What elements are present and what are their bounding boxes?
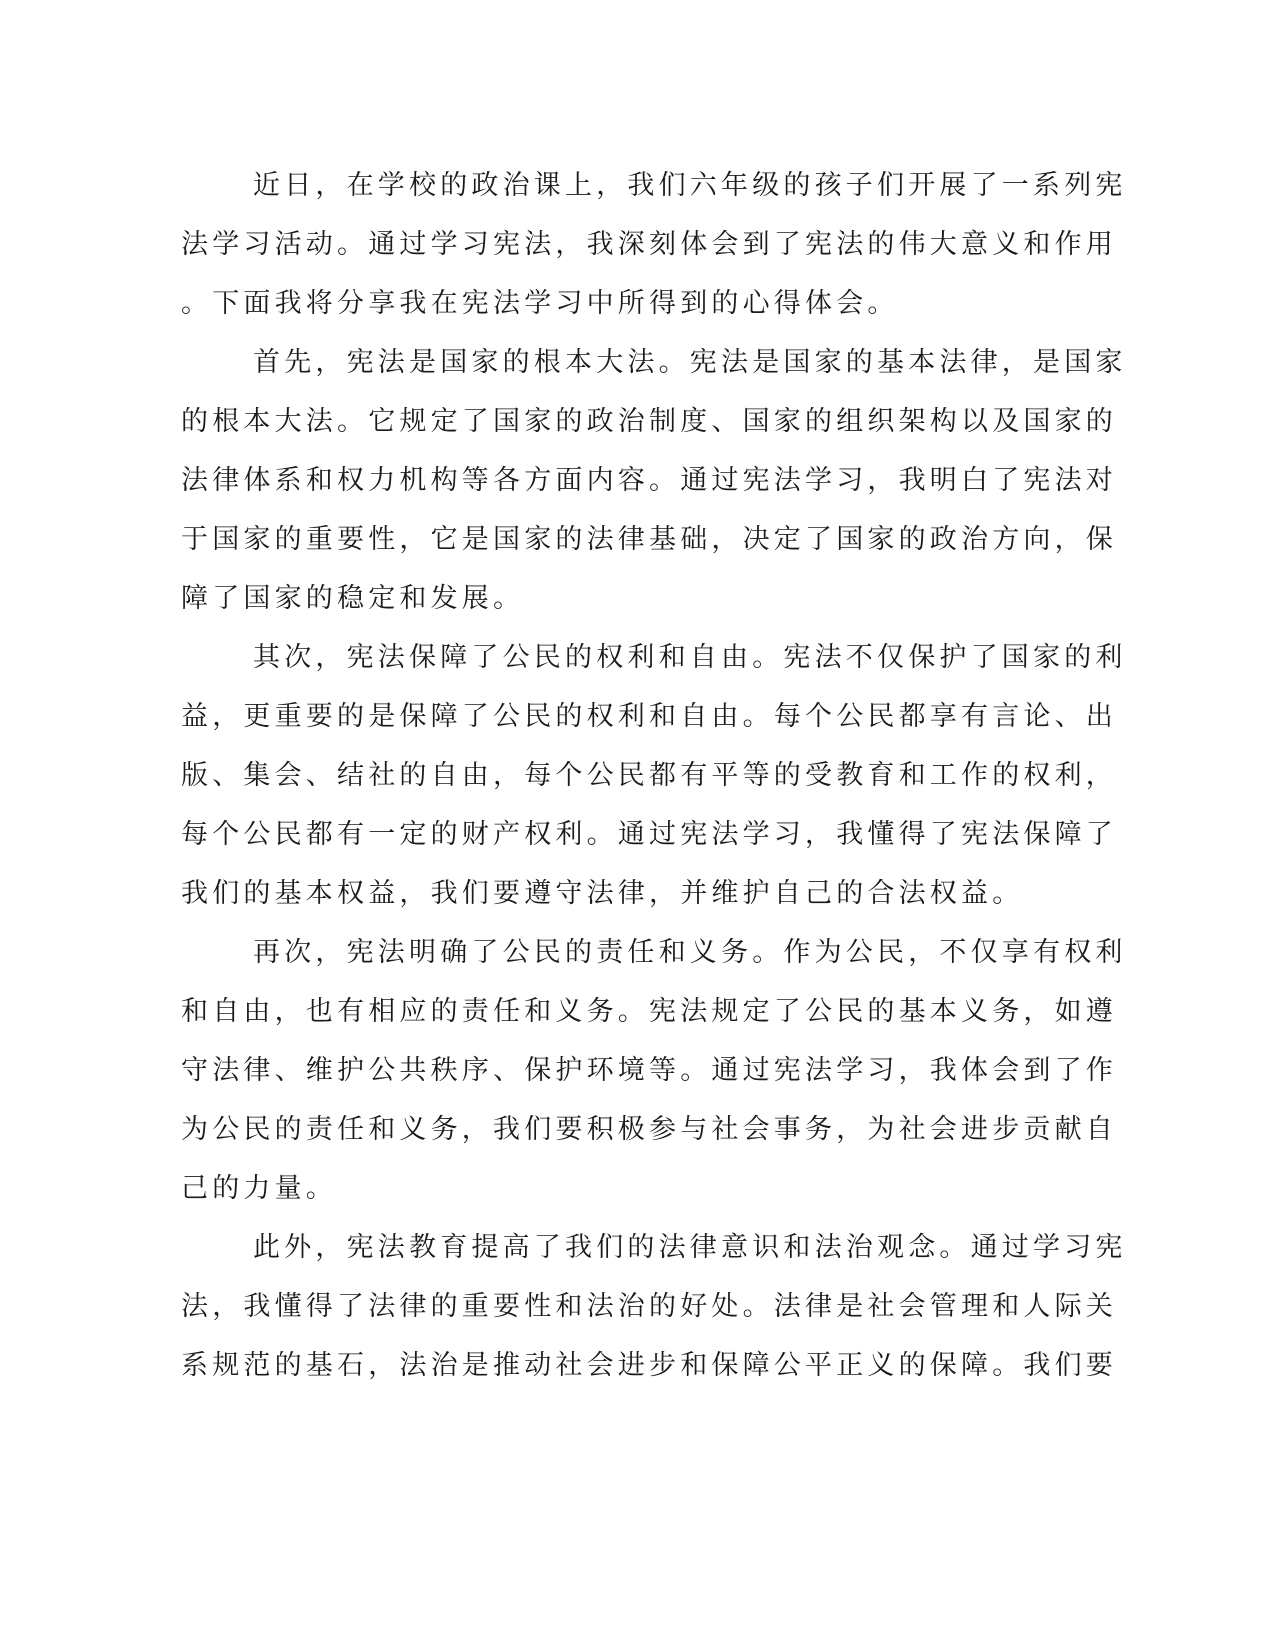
- text-line: 为公民的责任和义务，我们要积极参与社会事务，为社会进步贡献自: [181, 1114, 1117, 1145]
- text-line: 近日，在学校的政治课上，我们六年级的孩子们开展了一系列宪: [253, 170, 1127, 201]
- text-line: 。下面我将分享我在宪法学习中所得到的心得体会。: [181, 288, 899, 319]
- text-line: 法，我懂得了法律的重要性和法治的好处。法律是社会管理和人际关: [181, 1291, 1117, 1322]
- paragraph-fourth: [181, 1218, 1127, 1395]
- paragraph-first: [181, 333, 1127, 628]
- text-line: 障了国家的稳定和发展。: [181, 583, 525, 614]
- paragraph-third: [181, 923, 1127, 1218]
- text-line: 于国家的重要性，它是国家的法律基础，决定了国家的政治方向，保: [181, 524, 1117, 555]
- text-line: 守法律、维护公共秩序、保护环境等。通过宪法学习，我体会到了作: [181, 1055, 1117, 1086]
- text-line: 我们的基本权益，我们要遵守法律，并维护自己的合法权益。: [181, 878, 1024, 909]
- text-line: 益，更重要的是保障了公民的权利和自由。每个公民都享有言论、出: [181, 701, 1117, 732]
- text-line: 系规范的基石，法治是推动社会进步和保障公平正义的保障。我们要: [181, 1350, 1117, 1381]
- text-line: 首先，宪法是国家的根本大法。宪法是国家的基本法律，是国家: [253, 347, 1127, 378]
- text-line: 法学习活动。通过学习宪法，我深刻体会到了宪法的伟大意义和作用: [181, 229, 1117, 260]
- document-body: [181, 156, 1127, 1395]
- paragraph-second: [181, 628, 1127, 923]
- text-line: 法律体系和权力机构等各方面内容。通过宪法学习，我明白了宪法对: [181, 465, 1117, 496]
- text-line: 和自由，也有相应的责任和义务。宪法规定了公民的基本义务，如遵: [181, 996, 1117, 1027]
- text-line: 此外，宪法教育提高了我们的法律意识和法治观念。通过学习宪: [253, 1232, 1127, 1263]
- text-line: 再次，宪法明确了公民的责任和义务。作为公民，不仅享有权利: [253, 937, 1127, 968]
- text-line: 每个公民都有一定的财产权利。通过宪法学习，我懂得了宪法保障了: [181, 819, 1117, 850]
- paragraph-intro: [181, 156, 1127, 333]
- text-line: 其次，宪法保障了公民的权利和自由。宪法不仅保护了国家的利: [253, 642, 1127, 673]
- text-line: 版、集会、结社的自由，每个公民都有平等的受教育和工作的权利，: [181, 760, 1117, 791]
- text-line: 的根本大法。它规定了国家的政治制度、国家的组织架构以及国家的: [181, 406, 1117, 437]
- text-line: 己的力量。: [181, 1173, 337, 1204]
